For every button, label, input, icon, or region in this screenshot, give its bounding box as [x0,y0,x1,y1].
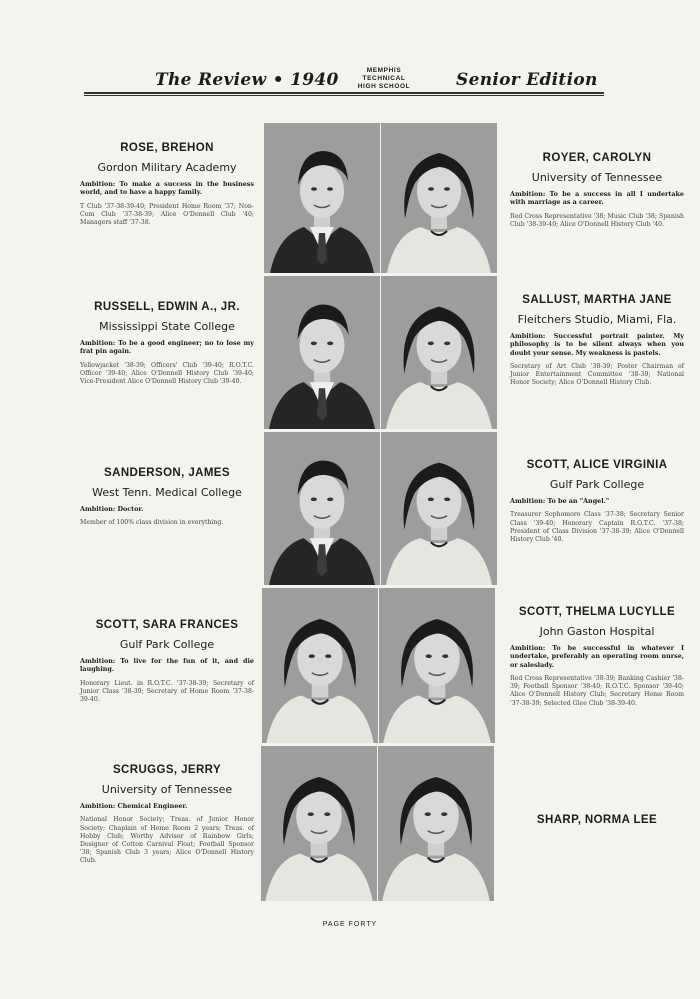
student-name: SANDERSON, JAMES [104,467,230,479]
student-activities: Secretary of Art Club '38-39; Poster Chairman of Junior Entertainment Committee '38-39; National Honor Society; Alice O'Donnell History Club. [510,363,684,387]
student-ambition: Ambition: To be a success in all I undertake with marriage as a career. [510,190,684,207]
student-entry [510,152,684,229]
student-college: Gulf Park College [119,638,215,651]
student-activities: T Club '37-38-39-40; President Home Room '37; Non-Com Club '37-38-39; Alice O'Donnell Club '40; Managers staff '37-38. [80,202,254,226]
student-name: SALLUST, MARTHA JANE [522,294,672,306]
student-ambition: Ambition: Successful portrait painter. My philosophy is to be silent always when you doubt your sense. My weakness is pastels. [510,332,684,357]
student-entry [80,764,254,865]
student-entry [510,459,684,544]
student-photo [381,276,497,429]
student-entry [510,294,684,388]
student-photo [381,432,497,585]
student-name: ROSE, BREHON [120,142,214,154]
student-activities: National Honor Society; Treas. of Junior Honor Society; Chaplain of Home Room 2 years; Treas. of Hobby Club; Worthy Advisor of Rainbow Girls; Designer of Cotton Carnival Float; Football Sponsor '38; Spanish Club 3 years; Alice O'Donnell History Club. [80,816,254,864]
header-school-line: HIGH SCHOOL [357,82,411,90]
student-college: Fleitchers Studio, Miami, Fla. [517,313,677,326]
page-number: PAGE FORTY [322,921,378,928]
student-photo [261,746,377,901]
student-name: RUSSELL, EDWIN A., JR. [94,301,240,313]
header-left-title: The Review • 1940 [155,70,339,90]
student-entry [80,142,254,227]
student-photo [264,123,380,273]
student-entry [80,619,254,704]
student-name: ROYER, CAROLYN [542,152,652,164]
student-ambition: Ambition: Chemical Engineer. [80,802,188,810]
student-college: University of Tennessee [531,171,663,184]
header-rule [84,92,604,94]
student-college: West Tenn. Medical College [92,486,242,499]
student-college: Mississippi State College [99,320,235,333]
student-college: Gordon Military Academy [97,161,237,174]
student-name: SHARP, NORMA LEE [536,814,658,826]
student-college: John Gaston Hospital [539,625,655,638]
student-college: Gulf Park College [549,478,645,491]
student-entry [80,301,254,386]
student-activities: Honorary Lieut. in R.O.T.C. '37-38-39; Secretary of Junior Class '38-39; Secretary of Home Room '37-38-39-40. [80,679,254,703]
student-photo [264,276,380,429]
student-name: SCOTT, ALICE VIRGINIA [526,459,668,471]
student-activities: Red Cross Representative '38-39; Banking Cashier '38-39; Football Sponsor '38-40; R.O.T.C. Sponsor '39-40; Alice O'Donnell History Club; Secretary Home Room '37-38-39; Selected Glee Club '38-39-40. [510,675,684,707]
student-ambition: Ambition: To be successful in whatever I undertake, preferably an operating room nurse, or saleslady. [510,644,684,669]
student-ambition: Ambition: Doctor. [80,505,144,513]
header-right-title: Senior Edition [456,70,598,90]
student-name: SCOTT, THELMA LUCYLLE [518,606,676,618]
student-activities: Treasurer Sophomore Class '37-38; Secretary Senior Class '39-40; Honorary Captain R.O.T.C. '37-38; President of Class Division '37-38-39; Alice O'Donnell History Club '40. [510,511,684,543]
header-school-name [346,67,422,90]
student-photo [379,588,495,743]
student-photo [264,432,380,585]
student-activities: Red Cross Representative '38; Music Club '38; Spanish Club '38-39-40; Alice O'Donnell History Club '40. [510,212,684,228]
student-photo [378,746,494,901]
student-activities: Yellowjacket '38-39; Officers' Club '39-40; R.O.T.C. Officer '39-40; Alice O'Donnell History Club '39-40; Vice-President Alice O'Donnell History Club '39-40. [80,361,254,385]
student-ambition: Ambition: To be an "Angel." [510,497,610,505]
student-ambition: Ambition: To live for the fun of it, and die laughing. [80,657,254,674]
student-entry [80,467,254,528]
student-activities: Member of 100% class division in everything. [80,519,224,527]
student-college: University of Tennessee [101,783,233,796]
header-rule-thin [84,95,604,96]
student-photo [262,588,378,743]
student-name: SCRUGGS, JERRY [112,764,222,776]
student-name: SCOTT, SARA FRANCES [95,619,239,631]
student-entry [510,606,684,708]
student-entry [510,814,684,826]
student-ambition: Ambition: To make a success in the business world, and to have a happy family. [80,180,254,197]
student-ambition: Ambition: To be a good engineer; no to lose my frat pin again. [80,339,254,356]
student-photo [381,123,497,273]
header-school-line: TECHNICAL [362,74,406,82]
header-school-line: MEMPHIS [366,67,402,74]
